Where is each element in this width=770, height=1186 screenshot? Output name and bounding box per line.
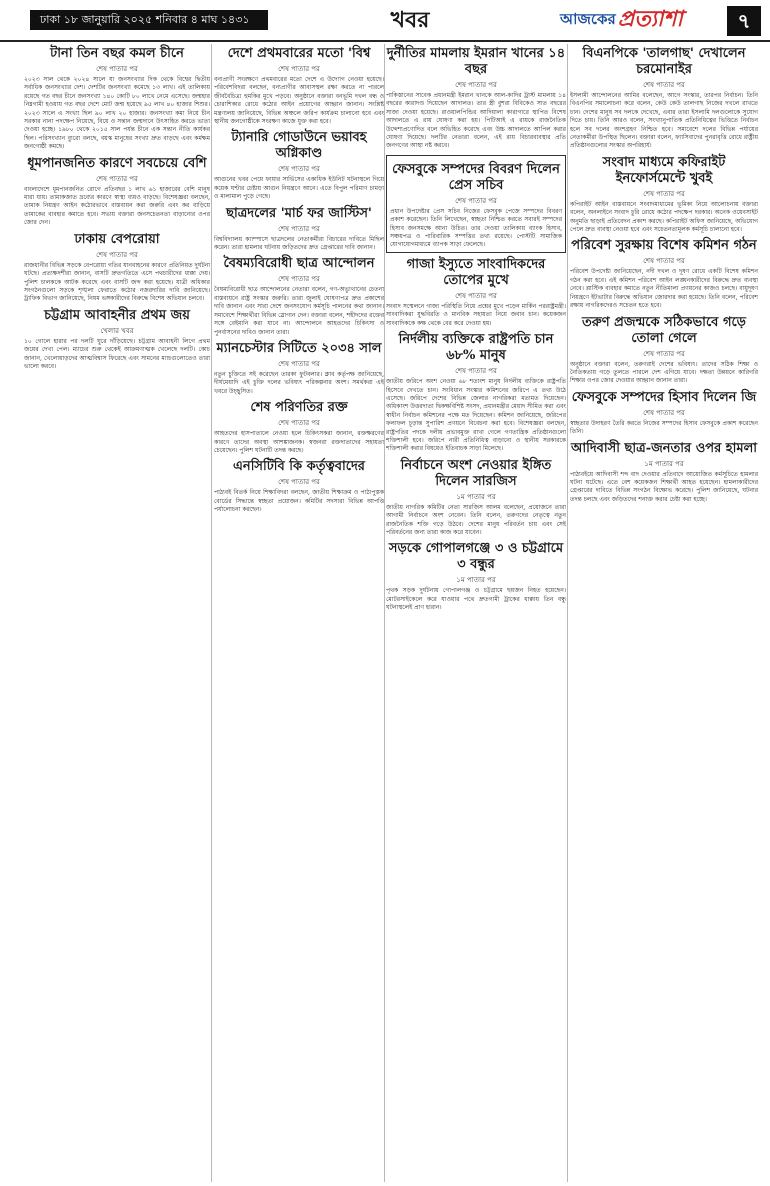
article-body: প্রধান উপদেষ্টার প্রেস সচিব নিজের ফেসবুক পেজে সম্পদের বিবরণ প্রকাশ করেছেন। তিনি লিখেছেন, স্বচ্ছতা নিশ্চিত করতে সবারই সম্পদের হিসাব জনসমক্ষে আনা উচিত। তার দেওয়া তালিকায় ব্যাংক হিসাব, সঞ্চয়পত্র ও পারিবারিক সম্পত্তির তথ্য রয়েছে। পোস্টটি সামাজিক যোগাযোগমাধ্যমে ব্যাপক সাড়া ফেলেছে। — [390, 207, 562, 249]
article-body: পরিবেশ উপদেষ্টা জানিয়েছেন, নদী দখল ও দূষণ রোধে একটি বিশেষ কমিশন গঠন করা হবে। এই কমিশন পরিবেশ আইন লঙ্ঘনকারীদের বিরুদ্ধে দ্রুত ব্যবস্থা নেবে। প্লাস্টিক ব্যবহার কমাতে নতুন নীতিমালা প্রণয়নের কাজও চলছে। বায়ুদূষণ নিয়ন্ত্রণে ইটভাটার বিরুদ্ধে অভিযান জোরদার করা হয়েছে। তিনি বলেন, পরিবেশ রক্ষায় নাগরিকদেরও সচেতন হতে হবে। — [570, 268, 758, 310]
column-four — [570, 42, 758, 1186]
headline: নির্দলীয় ব্যক্তিকে রাষ্ট্রপতি চান ৬৮% মানুষ — [398, 332, 554, 364]
column-one — [24, 42, 210, 1186]
article-dhaka-reckless[interactable] — [24, 232, 210, 304]
article-china-birth[interactable] — [24, 46, 210, 152]
headline: ম্যানচেস্টার সিটিতে ২০৩৪ সাল — [216, 340, 382, 356]
headline: টানা তিন বছর কমল চীনে — [50, 46, 184, 61]
headline: বৈষম্যবিরোধী ছাত্র আন্দোলন — [223, 256, 375, 272]
article-ctg-abahani[interactable] — [24, 308, 210, 372]
byline: খেলার খবর — [100, 326, 134, 335]
headline: ঢাকায় বেপরোয়া — [74, 231, 160, 247]
article-body: স্বচ্ছতার উদাহরণ তৈরি করতে নিজের সম্পদের হিসাব ফেসবুকে প্রকাশ করেছেন তিনি। — [570, 419, 758, 436]
headline: চট্টগ্রাম আবাহনীর প্রথম জয় — [44, 307, 190, 323]
article-body: পাঠ্যবই বিতর্ক নিয়ে শিক্ষাবিদরা বলছেন, জাতীয় শিক্ষাক্রম ও পাঠ্যপুস্তক বোর্ডের সিদ্ধান্তে স্বচ্ছতা প্রয়োজন। কমিটির সদস্যরা বিভিন্ন আপত্তি পর্যালোচনা করছেন। — [214, 489, 384, 514]
article-assets-facebook[interactable] — [570, 390, 758, 437]
column-divider — [384, 44, 385, 1182]
headline: নির্বাচনে অংশ নেওয়ার ইঙ্গিত দিলেন সারজিস — [400, 457, 552, 489]
article-body: পাঠ্যবইয়ে আদিবাসী শব্দ বাদ দেওয়ার প্রতিবাদে আয়োজিত কর্মসূচিতে হামলার ঘটনা ঘটেছে। এতে বেশ কয়েকজন শিক্ষার্থী আহত হয়েছেন। হামলাকারীদের গ্রেপ্তারের দাবিতে বিভিন্ন সংগঠন বিক্ষোভ করেছে। পুলিশ জানিয়েছে, ঘটনার তদন্ত চলছে এবং জড়িতদের শনাক্ত করার চেষ্টা করা হচ্ছে। — [570, 470, 758, 503]
byline: শেষ পাতার পর — [643, 349, 685, 358]
article-election-hint[interactable] — [386, 458, 566, 538]
article-body: নতুন চুক্তিতে সই করেছেন তারকা ফুটবলার। ক্লাব কর্তৃপক্ষ জানিয়েছে, দীর্ঘমেয়াদি এই চুক্তি দলের ভবিষ্যৎ পরিকল্পনার অংশ। সমর্থকরা এই খবরে উচ্ছ্বসিত। — [214, 370, 384, 395]
page-number: ৭ — [727, 6, 761, 36]
byline: শেষ পাতার পর — [643, 408, 685, 417]
byline: শেষ পাতার পর — [278, 65, 320, 73]
headline: ট্যানারি গোডাউনে ভয়াবহ অগ্নিকাণ্ড — [231, 130, 367, 162]
article-body: ২০২৩ সাল থেকে ২০২৪ সালে যা জনসংখ্যার দিক থেকে বিশ্বের দ্বিতীয় সর্বাধিক জনসংখ্যার দেশ। দেশটির জনসংখ্যা কমেছে ১৩ লাখ। এই তালিকায় রয়েছে গত বছর চীনে জনসংখ্যা ১৪০ কোটি ৮০ লাখে নেমে এসেছে। জন্মহার নিম্নগামী হওয়ায় গত বছর দেশে মোট জন্ম হয়েছে ৯৫ লাখ ৪০ হাজার শিশুর। ২০২৩ সালে এ সংখ্যা ছিল ৯০ লাখ ২০ হাজার। জনসংখ্যা কমা নিয়ে চীন সরকার নানা পদক্ষেপ নিয়েছে, বিয়ে ও সন্তান জন্মদানে উৎসাহিত করতে ভাতা দেওয়া হচ্ছে। ১৯৮০ থেকে ২০১৫ সাল পর্যন্ত চীনে এক সন্তান নীতি কার্যকর ছিল। পরিসংখ্যান ব্যুরো বলছে, বয়স্ক মানুষের সংখ্যা দ্রুত বাড়ছে এবং কর্মক্ষম জনগোষ্ঠী কমছে। — [24, 76, 210, 151]
article-body: জাতীয় নাগরিক কমিটির নেতা সারজিস আলম বলেছেন, প্রয়োজনে তারা আগামী নির্বাচনে অংশ নেবেন। তিনি বলেন, তরুণদের নেতৃত্বে নতুন রাজনৈতিক শক্তি গড়ে উঠবে। দেশের মানুষ পরিবর্তন চায় এবং সেই পরিবর্তনের জন্য তারা কাজ করে যাবেন। — [386, 503, 566, 536]
article-youth-build[interactable] — [570, 315, 758, 386]
byline: শেষ পাতার পর — [278, 359, 320, 368]
article-kafrul-internet[interactable] — [570, 155, 758, 235]
article-road-deaths[interactable] — [386, 541, 566, 612]
headline: দুর্নীতির মামলায় ইমরান খানের ১৪ বছর — [386, 46, 566, 77]
column-divider — [211, 44, 212, 1182]
headline: ছাত্রদলের 'মার্চ ফর জাস্টিস' — [226, 205, 372, 221]
byline: শেষ পাতার পর — [643, 81, 685, 89]
article-body: রাজধানীর বিভিন্ন সড়কে বেপরোয়া গতির যানবাহনের কারণে প্রতিনিয়ত দুর্ঘটনা ঘটছে। প্রত্যক্ষদর্শীরা জানান, বাসটি দ্রুতগতিতে এসে পথচারীদের ধাক্কা দেয়। পুলিশ চালককে আটক করেছে এবং বাসটি জব্দ করা হয়েছে। যাত্রী অধিকার সংগঠনগুলো সড়কে শৃঙ্খলা ফেরাতে কঠোর নজরদারির দাবি জানিয়েছে। ট্রাফিক বিভাগ জানিয়েছে, নিয়ম ভঙ্গকারীদের বিরুদ্ধে বিশেষ অভিযান চলবে। — [24, 261, 210, 303]
column-divider — [567, 44, 568, 1182]
newspaper-logo[interactable] — [560, 4, 683, 36]
column-three — [386, 42, 566, 1186]
article-body: পাকিস্তানের সাবেক প্রধানমন্ত্রী ইমরান খানকে আল-কাদির ট্রাস্ট মামলায় ১৪ বছরের কারাদণ্ড দিয়েছেন আদালত। তার স্ত্রী বুশরা বিবিকেও সাত বছরের সাজা দেওয়া হয়েছে। রাওয়ালপিন্ডির আদিয়ালা কারাগারে স্থাপিত বিশেষ আদালতে এ রায় ঘোষণা করা হয়। পিটিআই এ রায়কে রাজনৈতিক উদ্দেশ্যপ্রণোদিত বলে অভিহিত করেছে এবং উচ্চ আদালতে আপিল করার ঘোষণা দিয়েছে। দলটির নেতারা বলেন, এই রায় বিচারব্যবস্থার প্রতি জনগণের আস্থা নষ্ট করবে। — [386, 92, 566, 150]
headline: আদিবাসী ছাত্র-জনতার ওপর হামলা — [570, 440, 758, 456]
article-smoking[interactable] — [24, 156, 210, 228]
byline: শেষ পাতার পর — [278, 419, 320, 428]
article-body: বৈষম্যবিরোধী ছাত্র আন্দোলনের নেতারা বলেন, গণ-অভ্যুত্থানের চেতনা বাস্তবায়নে রাষ্ট্র সংস্কার জরুরি। তারা জুলাই ঘোষণাপত্র দ্রুত প্রকাশের দাবি জানান এবং সারা দেশে জনসংযোগ কর্মসূচি পালনের কথা জানান। সমাবেশে শিক্ষার্থীরা বিভিন্ন স্লোগান দেন। বক্তারা বলেন, শহীদদের রক্তের সঙ্গে বেইমানি করা যাবে না। আন্দোলনে আহতদের চিকিৎসা ও পুনর্বাসনের দাবিও জানান তারা। — [214, 286, 384, 336]
article-adivasi-attack[interactable] — [570, 441, 758, 505]
article-nonpartisan-68[interactable] — [386, 332, 566, 454]
byline: শেষ পাতার পর — [278, 275, 320, 284]
byline: শেষ পাতার পর — [96, 174, 138, 183]
byline: শেষ পাতার পর — [455, 367, 497, 376]
article-body: অনুষ্ঠানে বক্তারা বলেন, তরুণরাই দেশের ভবিষ্যৎ। তাদের সঠিক শিক্ষা ও নৈতিকতায় গড়ে তুলতে পারলে দেশ এগিয়ে যাবে। দক্ষতা উন্নয়নে কারিগরি শিক্ষার ওপর জোর দেওয়ার আহ্বান জানান তারা। — [570, 360, 758, 385]
byline: শেষ পাতার পর — [455, 81, 497, 89]
article-march-justice[interactable] — [214, 206, 384, 253]
article-last-blood[interactable] — [214, 400, 384, 455]
logo-first-word: আজকের — [560, 9, 616, 28]
byline: ১ম পাতার পর — [456, 576, 496, 585]
article-body: বাংলাদেশে ধূমপানজনিত রোগে প্রতিবছর ১ লাখ ৬১ হাজারের বেশি মানুষ মারা যায়। তামাকজাত দ্রব্যের কারণে স্বাস্থ্য ব্যয়ও বাড়ছে। বিশেষজ্ঞরা বলছেন, তামাক নিয়ন্ত্রণ আইন কঠোরভাবে বাস্তবায়ন করা জরুরি এবং কর বাড়িয়ে তামাকের ব্যবহার কমাতে হবে। সভায় বক্তারা জনসচেতনতা বাড়ানোর ওপর জোর দেন। — [24, 185, 210, 227]
headline: শেষ পরিণতির রক্ত — [250, 400, 348, 416]
article-environment[interactable] — [570, 238, 758, 310]
article-man-city[interactable] — [214, 341, 384, 396]
article-body: বন্যপ্রাণী সংরক্ষণে প্রথমবারের মতো দেশে এ উদ্যোগ নেওয়া হয়েছে। পরিবেশবিদরা বলছেন, বন্যপ্রাণীর আবাসস্থল রক্ষা করতে না পারলে জীববৈচিত্র্য হুমকির মুখে পড়বে। অনুষ্ঠানে বক্তারা বনভূমি দখল বন্ধ ও চোরাশিকার রোধে কঠোর আইন প্রয়োগের আহ্বান জানান। সংশ্লিষ্ট মন্ত্রণালয় জানিয়েছে, বিভিন্ন অঞ্চলে জরিপ কার্যক্রম চালানো হবে এবং স্থানীয় জনগোষ্ঠীকে সংরক্ষণ কাজে যুক্ত করা হবে। — [214, 76, 384, 126]
article-body: পৃথক সড়ক দুর্ঘটনায় গোপালগঞ্জ ও চট্টগ্রামে ছয়জন নিহত হয়েছেন। মোটরসাইকেলে করে যাওয়ার পথে দ্রুতগামী ট্রাকের ধাক্কায় তিন বন্ধু ঘটনাস্থলেই প্রাণ হারান। — [386, 587, 566, 612]
byline: ১ম পাতার পর — [456, 492, 496, 501]
byline: শেষ পাতার পর — [96, 65, 138, 73]
byline: ১ম পাতার পর — [644, 459, 684, 468]
article-bnp-talagach[interactable] — [570, 46, 758, 151]
article-body: আগুনের খবর পেয়ে ফায়ার সার্ভিসের একাধিক ইউনিট ঘটনাস্থলে গিয়ে কয়েক ঘণ্টার চেষ্টায় আগুন নিয়ন্ত্রণে আনে। এতে বিপুল পরিমাণ চামড়া ও মালামাল পুড়ে গেছে। — [214, 176, 384, 201]
byline: শেষ পাতার পর — [643, 189, 685, 198]
article-anti-discrim[interactable] — [214, 256, 384, 336]
byline: শেষ পাতার পর — [96, 250, 138, 259]
article-ncp-whose[interactable] — [214, 459, 384, 514]
article-body: ১০ গোলে হারার পর দলটি ঘুরে দাঁড়িয়েছে। চট্টগ্রাম আবাহনী লিগে প্রথম জয়ের দেখা পেল। ম্যাচের শুরু থেকেই আক্রমণাত্মক খেলেছে দলটি। কোচ জানান, খেলোয়াড়দের আত্মবিশ্বাস ফিরেছে এবং সামনের ম্যাচগুলোতেও তারা ভালো করবে। — [24, 337, 210, 370]
byline: শেষ পাতার পর — [278, 165, 320, 174]
date-bar: ঢাকা ১৮ জানুয়ারি ২০২৫ শনিবার ৪ মাঘ ১৪৩১ — [30, 10, 268, 30]
article-imran-case[interactable] — [386, 46, 566, 151]
headline: বিএনপিকে 'তালগাছ' দেখালেন চরমোনাইর — [582, 46, 746, 77]
headline: ফেসবুকে সম্পদের হিসাব দিলেন জি — [571, 389, 757, 405]
article-world-first[interactable] — [214, 46, 384, 126]
article-body: আহতদের হাসপাতালে নেওয়া হলে চিকিৎসকরা জানান, রক্তক্ষরণের কারণে তাদের অবস্থা আশঙ্কাজনক। স্বজনরা রক্তদাতাদের সহায়তা চেয়েছেন। পুলিশ ঘটনাটি তদন্ত করছে। — [214, 430, 384, 454]
article-body: বিশ্ববিদ্যালয় ক্যাম্পাসে ছাত্রদলের নেতাকর্মীরা বিচারের দাবিতে মিছিল করেন। তারা হামলার ঘটনায় জড়িতদের দ্রুত গ্রেপ্তারের দাবি জানান। — [214, 235, 384, 252]
page-header — [0, 0, 770, 42]
byline: শেষ পাতার পর — [278, 478, 320, 487]
headline: এনসিটিবি কি কর্তৃত্ববাদের — [233, 459, 365, 475]
article-body: জাতীয় জরিপে অংশ নেওয়া ৬৮ শতাংশ মানুষ নির্দলীয় ব্যক্তিকে রাষ্ট্রপতি হিসেবে দেখতে চান। সংবিধান সংস্কার কমিশনের জরিপে এ তথ্য উঠে এসেছে। জরিপে দেশের বিভিন্ন জেলার নাগরিকরা মতামত দিয়েছেন। অধিকাংশ উত্তরদাতা দ্বিকক্ষবিশিষ্ট সংসদ, প্রধানমন্ত্রীর মেয়াদ সীমিত করা এবং স্বাধীন নির্বাচন কমিশনের পক্ষে মত দিয়েছেন। কমিশন জানিয়েছে, জরিপের ফলাফল চূড়ান্ত সুপারিশ প্রণয়নে বিবেচনা করা হবে। বিশেষজ্ঞরা বলছেন, রাষ্ট্রপতির পদকে দলীয় প্রভাবমুক্ত রাখা গেলে গণতান্ত্রিক প্রতিষ্ঠানগুলো শক্তিশালী হবে। জরিপে নারী প্রতিনিধিত্ব বাড়ানো ও স্থানীয় সরকারকে শক্তিশালী করার বিষয়েও ইতিবাচক সাড়া মিলেছে। — [386, 378, 566, 453]
byline: শেষ পাতার পর — [455, 291, 497, 300]
headline: তরুণ প্রজন্মকে সঠিকভাবে গড়ে তোলা গেলে — [582, 314, 746, 346]
headline: গাজা ইস্যুতে সাংবাদিকদের তোপের মুখে — [406, 256, 546, 288]
article-press-secretary[interactable] — [386, 155, 566, 253]
headline: পরিবেশ সুরক্ষায় বিশেষ কমিশন গঠন — [571, 238, 757, 254]
byline: শেষ পাতার পর — [455, 196, 497, 205]
byline: শেষ পাতার পর — [278, 224, 320, 233]
headline: দেশে প্রথমবারের মতো 'বিশ্ব — [227, 46, 371, 61]
byline: শেষ পাতার পর — [643, 257, 685, 266]
article-body: কপিরাইট আইন বাস্তবায়নে সংবাদমাধ্যমের ভূমিকা নিয়ে আলোচনায় বক্তারা বলেন, অনলাইনে সংবাদ চুরি রোধে কঠোর পদক্ষেপ দরকার। অনেক ওয়েবসাইট অনুমতি ছাড়াই প্রতিবেদন প্রকাশ করছে। কপিরাইট অফিস জানিয়েছে, অভিযোগ পেলে দ্রুত ব্যবস্থা নেওয়া হবে এবং সচেতনতামূলক কর্মসূচি চালানো হবে। — [570, 200, 758, 234]
article-body: সংবাদ সম্মেলনে গাজা পরিস্থিতি নিয়ে প্রশ্নের মুখে পড়েন মার্কিন পররাষ্ট্রমন্ত্রী। সাংবাদিকরা যুদ্ধবিরতি ও মানবিক সহায়তা নিয়ে জবাব চান। কয়েকজন সাংবাদিককে কক্ষ থেকে বের করে দেওয়া হয়। — [386, 302, 566, 327]
section-title: খবর — [390, 7, 430, 33]
article-gaza-journalists[interactable] — [386, 257, 566, 328]
headline: সংবাদ মাধ্যমে কফিরাইট ইনফোর্সমেন্টে খুবই — [602, 154, 726, 186]
article-tanari-fire[interactable] — [214, 130, 384, 201]
column-two — [214, 42, 384, 1186]
headline: ফেসবুকে সম্পদের বিবরণ দিলেন প্রেস সচিব — [392, 161, 560, 193]
headline: সড়কে গোপালগঞ্জে ৩ ও চট্টগ্রামে ৩ বন্ধুর — [388, 541, 564, 573]
logo-second-word: প্রত্যাশা — [617, 5, 683, 32]
article-body: ইসলামী আন্দোলনের আমির বলেছেন, আগে সংস্কার, তারপর নির্বাচন। তিনি বিএনপির সমালোচনা করে বলেন, কেউ কেউ তালগাছ নিজের দখলে রাখতে চান। দেশের মানুষ সব দলকে দেখেছে, এবার তারা ইসলামি দলগুলোকে সুযোগ দিতে চায়। তিনি আরও বলেন, সংখ্যানুপাতিক প্রতিনিধিত্বের ভিত্তিতে নির্বাচন হলে সব দলের অংশগ্রহণ নিশ্চিত হবে। সমাবেশে দলের বিভিন্ন পর্যায়ের নেতাকর্মীরা উপস্থিত ছিলেন। বক্তারা বলেন, ফ্যাসিবাদের পুনরাবৃত্তি রোধে রাষ্ট্রীয় প্রতিষ্ঠানগুলোর সংস্কার অপরিহার্য। — [570, 92, 758, 150]
headline: ধূমপানজনিত কারণে সবচেয়ে বেশি — [27, 155, 207, 171]
